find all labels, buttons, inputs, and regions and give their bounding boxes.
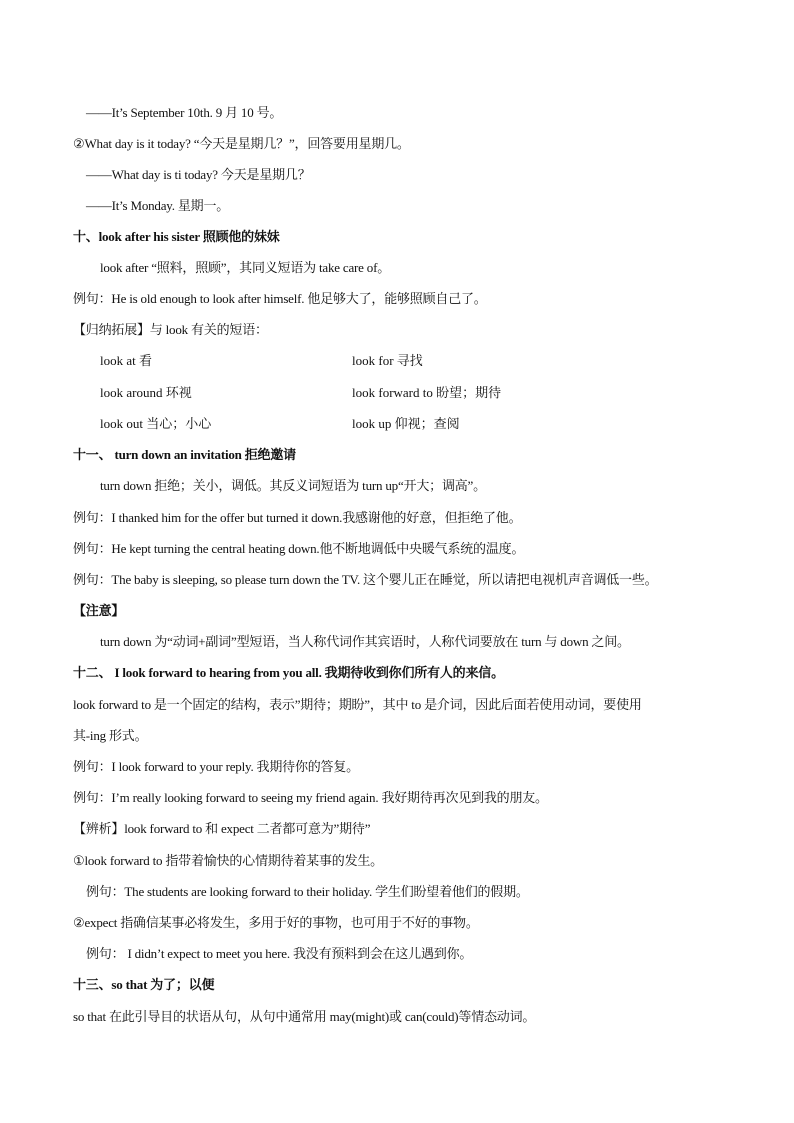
example-sentence: 例句：The baby is sleeping, so please turn down the TV. 这个婴儿正在睡觉，所以请把电视机声音调低一些。	[73, 572, 658, 587]
phrase-right: look for 寻找	[352, 353, 423, 368]
text-line: look forward to 是一个固定的结构，表示”期待；期盼”，其中 to 是介词，因此后面若使用动词，要使用	[73, 697, 642, 712]
note-heading: 【注意】	[73, 603, 125, 618]
text-line: turn down 为“动词+副词”型短语，当人称代词作其宾语时，人称代词要放在 turn 与 down 之间。	[100, 634, 630, 649]
section-heading: 十三、so that 为了；以便	[73, 977, 215, 992]
example-sentence: 例句：I look forward to your reply. 我期待你的答复。	[73, 759, 359, 774]
example-sentence: 例句：I thanked him for the offer but turned it down.我感谢他的好意，但拒绝了他。	[73, 510, 522, 525]
section-heading: 十二、 I look forward to hearing from you all. 我期待收到你们所有人的来信。	[73, 665, 504, 680]
text-line: 其-ing 形式。	[73, 728, 148, 743]
phrase-right: look forward to 盼望；期待	[352, 385, 502, 400]
phrase-left: look at 看	[100, 353, 152, 368]
text-line: ——It’s September 10th. 9 月 10 号。	[86, 105, 283, 120]
example-sentence: 例句：The students are looking forward to their holiday. 学生们盼望着他们的假期。	[86, 884, 529, 899]
note-heading: 【归纳拓展】与 look 有关的短语：	[73, 322, 268, 337]
example-sentence: 例句：He kept turning the central heating down.他不断地调低中央暖气系统的温度。	[73, 541, 525, 556]
phrase-left: look out 当心；小心	[100, 416, 212, 431]
section-heading: 十、look after his sister 照顾他的妹妹	[73, 229, 280, 244]
text-line: turn down 拒绝；关小，调低。其反义词短语为 turn up“开大；调高”。	[100, 478, 486, 493]
phrase-right: look up 仰视；查阅	[352, 416, 460, 431]
example-sentence: 例句： I didn’t expect to meet you here. 我没有预料到会在这儿遇到你。	[86, 946, 473, 961]
text-line: so that 在此引导目的状语从句，从句中通常用 may(might)或 can(could)等情态动词。	[73, 1009, 536, 1024]
text-line: ②expect 指确信某事必将发生，多用于好的事物，也可用于不好的事物。	[73, 915, 479, 930]
section-heading: 十一、 turn down an invitation 拒绝邀请	[73, 447, 296, 462]
example-sentence: 例句：He is old enough to look after himself. 他足够大了，能够照顾自己了。	[73, 291, 487, 306]
text-line: ②What day is it today? “今天是星期几？”，回答要用星期几。	[73, 136, 410, 151]
text-line: ——It’s Monday. 星期一。	[86, 198, 230, 213]
example-sentence: 例句：I’m really looking forward to seeing my friend again. 我好期待再次见到我的朋友。	[73, 790, 548, 805]
text-line: ①look forward to 指带着愉快的心情期待着某事的发生。	[73, 853, 383, 868]
text-line: ——What day is ti today? 今天是星期几？	[86, 167, 311, 182]
phrase-left: look around 环视	[100, 385, 192, 400]
text-line: look after “照料，照顾”，其同义短语为 take care of。	[100, 260, 391, 275]
note-heading: 【辨析】look forward to 和 expect 二者都可意为”期待”	[73, 821, 371, 836]
